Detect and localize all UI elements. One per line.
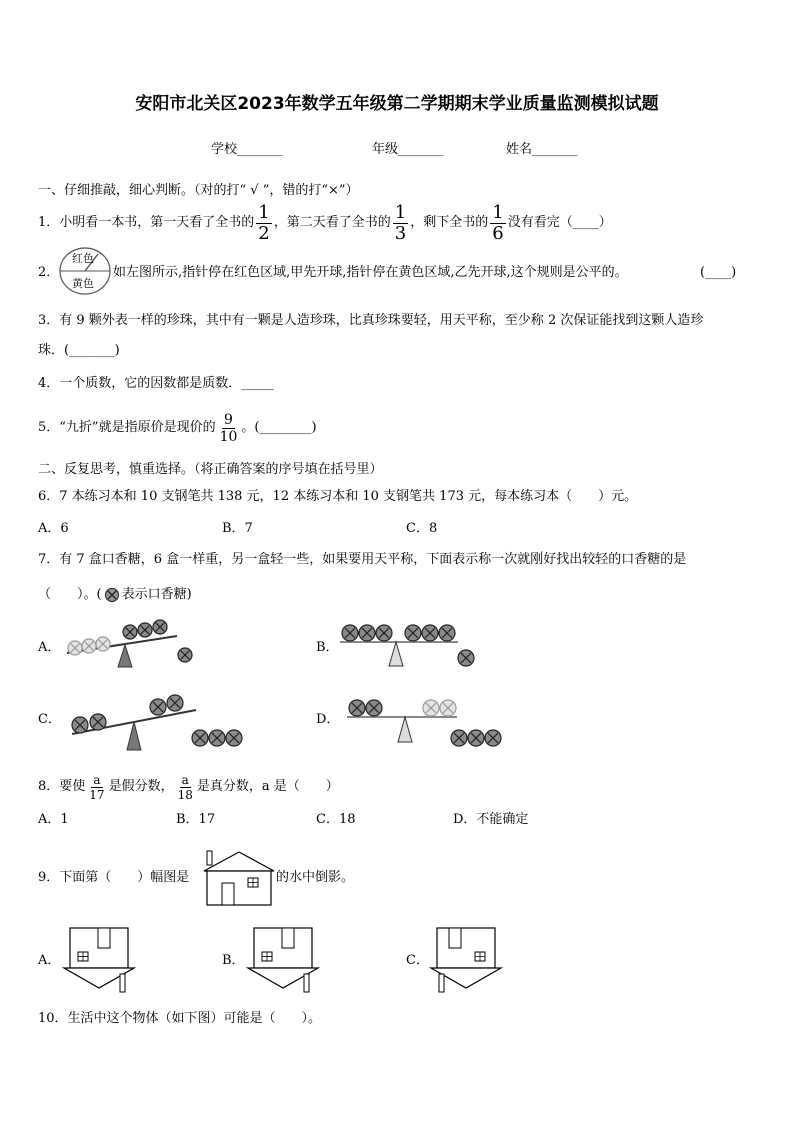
question-5	[38, 408, 317, 448]
q1-fraction-1-denominator: 2	[258, 222, 270, 244]
q8-fraction-1-numerator: a	[93, 772, 101, 787]
scale-pivot	[127, 722, 141, 750]
q7-option-b: B．	[316, 640, 339, 655]
q1-number: 1．	[38, 215, 60, 230]
q1-text-b: ，第二天看了全书的	[273, 215, 391, 230]
q6-text: 6．7 本练习本和 10 支钢笔共 138 元，12 本练习本和 10 支钢笔共 173 元，每本练习本（ ）元。	[38, 489, 638, 504]
q7-option-d: D．	[316, 712, 340, 727]
gum-icon	[150, 699, 166, 715]
house-chimney	[120, 974, 125, 992]
gum-icon	[405, 625, 421, 641]
question-10: 10．生活中这个物体（如下图）可能是（ ）。	[38, 1011, 322, 1026]
q8-fraction-1	[87, 774, 106, 801]
scale-pivot	[118, 645, 132, 667]
q8-option-d: D．不能确定	[453, 812, 529, 827]
q7-line-2-b: 表示口香糖)	[121, 587, 192, 602]
section-1-heading: 一、仔细推敲，细心判断。（对的打“ √ ”，错的打“×”）	[38, 183, 359, 198]
q9-option-a: A．	[38, 953, 61, 968]
q1-fraction-3-numerator: 1	[492, 201, 504, 223]
question-4: 4．一个质数，它的因数都是质数．_____	[38, 376, 274, 391]
section-2-heading: 二、反复思考，慎重选择。（将正确答案的序号填在括号里）	[38, 462, 383, 477]
q8-text-a: 8．要使	[38, 779, 86, 794]
gum-icon	[153, 620, 167, 634]
gum-icon	[376, 625, 392, 641]
gum-icon	[468, 730, 484, 746]
q8-fraction-2	[176, 774, 195, 801]
house-reflection-c	[431, 926, 503, 996]
gum-icon	[178, 648, 192, 662]
q6-option-c: C．8	[406, 521, 438, 536]
q1-fraction-1	[256, 201, 271, 244]
balance-scale-d	[345, 695, 505, 752]
gum-icon	[366, 700, 382, 716]
gum-icon	[451, 730, 467, 746]
q2-number: 2．	[38, 265, 60, 280]
balance-scale-a	[65, 615, 205, 670]
gum-icon	[96, 637, 110, 651]
q1-text-c: ，剩下全书的	[410, 215, 489, 230]
q5-text-a: 5．“九折”就是指原价是现价的	[38, 420, 216, 435]
spinner-wheel	[58, 246, 112, 296]
q9-option-b: B．	[222, 953, 245, 968]
q1-fraction-2	[393, 201, 408, 244]
q5-numerator: 9	[224, 411, 233, 428]
gum-icon	[342, 625, 358, 641]
q6-option-b: B．7	[222, 521, 253, 536]
q7-line-1: 7．有 7 盒口香糖，6 盒一样重，另一盒轻一些，如果要用天平称，下面表示称一次就刚好找出较轻的口香糖的是	[38, 552, 687, 567]
q7-line-2	[38, 587, 192, 603]
gum-icon	[82, 639, 96, 653]
house-figure	[204, 851, 274, 907]
house-reflection-b	[248, 926, 320, 996]
name-field: 姓名_______	[506, 142, 578, 157]
wheel-label-red: 红色	[72, 252, 94, 265]
q1-fraction-3	[490, 201, 505, 244]
gum-icon	[138, 623, 152, 637]
gum-icon	[68, 641, 82, 655]
gum-icon	[123, 625, 137, 639]
house-chimney	[304, 974, 309, 992]
page-title: 安阳市北关区2023年数学五年级第二学期期末学业质量监测模拟试题	[135, 94, 659, 114]
gum-icon	[167, 695, 183, 711]
grade-field: 年级_______	[372, 142, 444, 157]
gum-icon	[72, 717, 88, 733]
q1-fraction-2-denominator: 3	[394, 222, 407, 244]
q5-text-b: 。(________)	[241, 420, 317, 435]
wheel-label-yellow: 黄色	[72, 277, 94, 290]
gum-icon	[440, 700, 456, 716]
balance-scale-c	[68, 690, 248, 752]
gum-icon	[192, 730, 208, 746]
q7-option-c: C．	[38, 712, 61, 727]
question-1	[38, 203, 612, 243]
q9-text-b: 的水中倒影。	[276, 870, 355, 885]
balance-scale-b	[338, 618, 488, 670]
house-door	[449, 928, 461, 948]
gum-icon	[226, 730, 242, 746]
q8-option-a: A．1	[38, 812, 69, 827]
q8-option-b: B．17	[176, 812, 216, 827]
q8-text-c: 是真分数，a 是（ ）	[196, 779, 339, 794]
scale-pivot	[398, 717, 412, 742]
q3-line-1: 3．有 9 颗外表一样的珍珠，其中有一颗是人造珍珠，比真珍珠要轻，用天平称，至少称 2 次保证能找到这颗人造珍	[38, 313, 704, 328]
gum-icon	[209, 730, 225, 746]
q8-fraction-2-numerator: a	[181, 772, 189, 787]
gum-icon	[423, 700, 439, 716]
house-reflection-a	[64, 926, 136, 996]
q9-option-c: C．	[406, 953, 429, 968]
gum-icon	[458, 650, 474, 666]
q2-blank: (____)	[700, 265, 737, 280]
q8-fraction-1-denominator: 17	[89, 787, 105, 802]
gum-icon	[359, 625, 375, 641]
gum-icon	[90, 714, 106, 730]
house-door	[98, 928, 110, 948]
gum-icon	[422, 625, 438, 641]
q7-line-2-a: （ ）。(	[38, 587, 102, 602]
q1-text-a: 小明看一本书，第一天看了全书的	[59, 215, 255, 230]
gum-legend-icon	[104, 587, 120, 603]
q3-line-2: 珠．(_______)	[38, 343, 120, 358]
q8-option-c: C．18	[316, 812, 356, 827]
q6-option-a: A．6	[38, 521, 69, 536]
house-wall	[437, 928, 495, 968]
q8-text-b: 是假分数，	[108, 779, 174, 794]
gum-icon	[485, 730, 501, 746]
gum-icon	[439, 625, 455, 641]
question-8	[38, 767, 339, 807]
q2-text: 如左图所示,指针停在红色区域,甲先开球,指针停在黄色区域,乙先开球,这个规则是公平的。	[113, 265, 628, 280]
q9-text-a: 9．下面第（ ）幅图是	[38, 870, 190, 885]
q1-fraction-2-numerator: 1	[394, 201, 407, 223]
q5-fraction	[218, 413, 240, 444]
school-field: 学校_______	[211, 142, 283, 157]
q8-fraction-2-denominator: 18	[177, 787, 193, 802]
q1-text-d: 没有看完（____）	[507, 215, 612, 230]
scale-pivot	[389, 642, 403, 666]
q1-fraction-3-denominator: 6	[492, 222, 504, 244]
q7-option-a: A．	[38, 640, 61, 655]
house-door	[282, 928, 294, 948]
gum-icon	[349, 700, 365, 716]
house-chimney	[439, 974, 444, 992]
q5-denominator: 10	[219, 428, 238, 445]
q1-fraction-1-numerator: 1	[258, 201, 270, 223]
